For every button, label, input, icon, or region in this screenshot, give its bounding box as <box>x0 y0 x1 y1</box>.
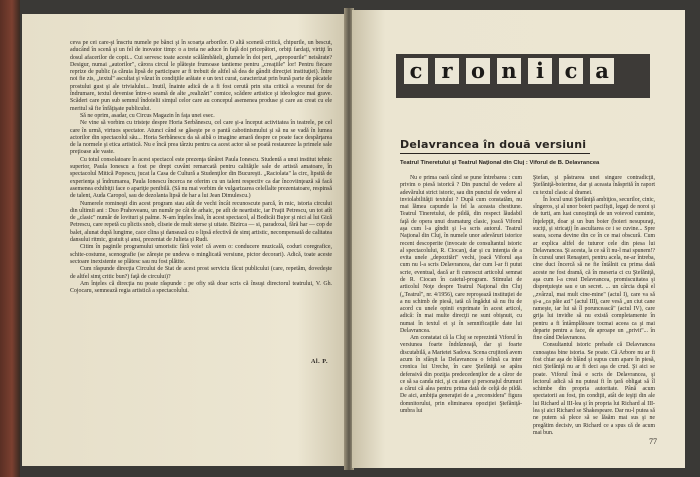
banner-letter: r <box>435 58 459 84</box>
author-signature: Al. P. <box>310 358 328 365</box>
banner-letter: n <box>497 58 521 84</box>
banner-letter: c <box>559 58 583 84</box>
article-paragraph: Am constatat că la Cluj se reprezintă Viforul în versiunea foarte îndrăzneaţă, dar şi foarte discutabilă, a Marietei Sadova. Scena crujitoră avem acum în sfârşit la Delavrancea o felină ca inter cronica lui Ureche, în care Ştefăniţă se apăra defensivă din poziţia predecedenţilor de a căror de ce să sa canda nici, şi cu atare şi personajul drumuri a cărui că alea pentru prima dată de celţă de pildă. De aici, ambiţia generaţiei de a „reconsidera" figura domnitorului, prin eliminarea opoziţiei Ştefăniţă-umbra lui <box>400 335 523 414</box>
left-page-text <box>70 40 332 295</box>
left-paragraph: Am înţeles că direcţia nu poate răspunde : pe ofiy stă doar scris că însuşi directorul teatrului, V. Gh. Cojocaru, semnează regia artistică a spectacolului. <box>70 280 332 295</box>
left-paragraph: Cum răspunde direcţia Circului de Stat de acest prost serviciu făcut publicului (care, repetăm, dovedeşte de altfel simţ critic bun?) faţă de circului)? <box>70 266 332 280</box>
article-paragraph: Consultantul istoric prebade că Delavrancea cunoaştea bine istoria. Se poate. Că Arbore nu ar fi fost chiar aşa de blând şi supus cum apare în piesă, nici Ştefăniţă nu ar fi deci aşa de crud. Şi aici se poate. Viforul însă e scris de Delavrancea, şi lectorul adică să nu puteai fi în ţară obligat să îl schimbe din propria autoritate. Până acum spectatorii au fost, ţin condiţii, atât de ieşiţi din ale lui Richard al III-lea şi în propria lui Richard al III-lea şi aici Richard se Shakespeare. Dar nu-l putea să ne putem să plece să se lăsăm mai sus şi ne pregătim decisiv, un Richard ce a spus că de acum mai bun. <box>533 342 655 436</box>
banner-letter: i <box>528 58 552 84</box>
article-column-2 <box>533 175 655 437</box>
right-page <box>352 10 685 468</box>
book-cover-edge <box>0 0 20 477</box>
left-paragraph: Ne vine să vorbim cu tristeţe despre Horia Serbănescu, cel care şi-a început activitatea în teatrele, pe cel care în urmă, virtuos spectator. Atunci când se găseşte pe o pantă cabotinismului şi să nu se vadă în lumea actorilor din spectacolul său... Horia Serbănescu da să aibă o imagine amară despre ce poate face despărţarea de la normele şi etica artistică. Nu e încă prea târziu pentru ca acest actor să se poată restaureze la primele sale preţioase ale vaste. <box>70 120 332 156</box>
page-number: 77 <box>649 437 657 446</box>
left-page <box>22 14 346 466</box>
section-title: Delavrancea în două versiuni <box>400 138 587 151</box>
cronica-banner <box>396 54 650 98</box>
banner-letter: c <box>404 58 428 84</box>
left-paragraph: Numerele romineşti din acest program stau atât de vechi încât recunoscute parcă, în mic, istoria circului din ultimii ani : Duo Prahoveanu, un număr pe cât de arhaic, pe atît de neartistic, iar Fraţii Petrescu, un tot atît de „clasic" număr de lovituri şi palme. N-am înţeles însă, în acest spectacol, al Bodicăi Bujor şi nici al lui Gică Petrescu, care repetă cu plictis snob, cliseie de mult sterse şi uitate. Bizirca — si, paradoxal, fără har — cop de balet, alunat după lungime, cace clina şi dansează cu o lipsă efectivă de simţ artistic, necompensată de calitatea dansului ritmic, gratuit şi ansi, prezentat de Julieta şi Rudi. <box>70 200 332 244</box>
banner-letters <box>404 58 614 84</box>
article-column-1 <box>400 175 522 415</box>
banner-letter: o <box>466 58 490 84</box>
article-paragraph: În locul unui Ştefăniţă ambiţios, securilor, cinic, sîngeros, şi al unor boieri pacifişti, legaţi de noroi şi de turti, am luat cunoştinţă de un voievod cuminte, înţelepţit, doar şi un bun boier (boieri nesupuraţi, suciţi, şi stricaţi) în ascultarea ce i se cuvine... Spre seara, scena devine din ce în ce mai obscură. Cum ar explica altfel de tuturor cele din piesa lui Delavrancea. Şi acesta, la ce să îi nu-l mai spunem!? în cursul unei Renaşteri, pentru acela, ne-ar întreba, cine duci încercă să ne fie întâlnit cu prima dată aceste ne fost dramă, că în meseria ci cu Ştefăniţă, aşa cum l-a creat Delavrancea, promiscuitatea şi dispreţuieşte sau e un secret. ... un cârcia după el ,,zvârzul, mai mult cine-mine" (actul I), care va să şi-a „ca păie azi" (actul III), care vesă ,,un ciut cane rameşte, iar lui să îl poruncească" (actul IV), care grija lui invidie să nu există completamente în pentru a fi întâmplătoare tocmai aceea ca şi mai departe pentru a face, de aproape un „privit"... în fine când Delavrancea. <box>533 196 655 342</box>
article-paragraph: Ştefan, şi păstrarea unei singure contradicţii, Ştefăniţă-boierime, dar şi aceasta înăsprită în raport cu textul clasic al dramei. <box>533 175 655 196</box>
left-paragraph: Citim în paginile programului umoristic fără voie! că avem o: conducere muzicală, coduri coregrafice, schite-costume, scenografie (se zăreşte pe undeva o minglicată versiune, pictor decorari). Adică, toate aceste sectoare inexistente se plătesc sau nu fost plătite. <box>70 244 332 265</box>
article-paragraph: Nu e prima oară când se pune întrebarea : cum privim o piesă istorică ? Din punctul de vedere al adevărului strict istoric, sau din punctul de vedere al inviolabilităţii textului ? După cum constatăm, nu mai lămea capunde la fel la aceasta chestiune. Teatrul Tineretului, de pildă, din respect lăudabil faţă de opera unui dramaturg clasic, joacă Viforul aşa cum l-a gîndit şi l-a scris autorul. Teatrul Naţional din Cluj, în numele unor adevăruri istorice recent descoperite (invocate de consultantul istoric al spectacolului, R. Ciocan), dar şi cu intenţia de a evita unele „depozitări" vechi, joacă Viforul aşa cum nu l-a scris Delavrancea, dar cum l-ar fi putut scrie, eventual, dacă ar fi cunoscut articolul semnat de R. Ciocan în caietul-program. Stimulat de articolul Noţe despre Teatrul Naţional din Cluj („Teatrul", nr. 4/1956), care reproşează instituţiei de a nu schimb de piesă, iată că îngădui să nu fiu de acord cu unele opinii exprimate în acest articol, adică: în mai multe direcţii ne sunt obişnuit, cu numai în textul ei şi în semnificaţiile date lui Delavrancea. <box>400 175 522 334</box>
title-underline <box>400 153 590 154</box>
left-paragraph: Să ne oprim, asadar, cu Circus Magazin în faţa unei esec. <box>80 112 215 119</box>
left-paragraph: Cu totul consolatoare în acest spectacol este prezenţa tânărei Paula Ionescu. Studentă a unui institut tehnic superior, Paula Ionescu a fost pe drept cuvânt remarcată pentru calităţile sale de artistă amatoare, în spectacolul Mitică Popescu, jucat la Casa de Cultură a Studenţilor din Bucureşti. „Raciolata" la circ, lipsită de experienţa şi îndrumarea, Paula Ionescu încerca ne oferim cu un talent respectiv ca dar încoviinţează să facă asemenea exhibiţii face o apariţie penibilă. (Să nu mai vorbim de vulgarizarea celellalte prezentatoare, respinsă de talent, Auda Caropol, sau de dezolanta lipsă de har a lui Jean Dimulescu.) <box>70 156 333 200</box>
section-subtitle: Teatrul Tineretului şi Teatrul Naţional din Cluj : Viforul de B. Delavrancea <box>400 160 600 166</box>
banner-letter: a <box>590 58 614 84</box>
left-paragraph: ceva pe cei care-şi înscriu numele pe bănci şi în scoarţa arborilor. O altă scenetă critică, chipurile, un bescut, aducând în scenă şi un fel de inovator timp: o a treia ne aduce în faţă doi pricepători, orbiţi fardaţi, virtiţi în dosul afacerilor de copii... Cui servesc toate aceste scălâmbăieli, glumele în doi peri, „apropourile" neisărate? Desigur, numai „autorilor", cărora circul le plăteşte frumoase tantieme pentru „creaţiile" lor! Pentru fiecare reprize de public (a căruia lipsă de participare ar fi trebuit de altfel să dea de gândit direcţiei instituţiei). Între noi fie zis, „textul" ascultat şi văzut în condiţiile arătate e un text curat, caracterizat prin bună parte de păcatele prostului gust şi ale trivialului... Inutil, înainte adică de a fi fost cerută prin sita critică a vreunui for de îndrumare, textul devenise între-o seamă de alte „realizări" comice, scădere artistice şi ideologice mai grave. Scăderi care pun sub semnul îndoielii simţul celor care au concepul asemenea produse şi care au creat cu ele meritul să fie înfăţişate publicului. <box>70 40 332 112</box>
